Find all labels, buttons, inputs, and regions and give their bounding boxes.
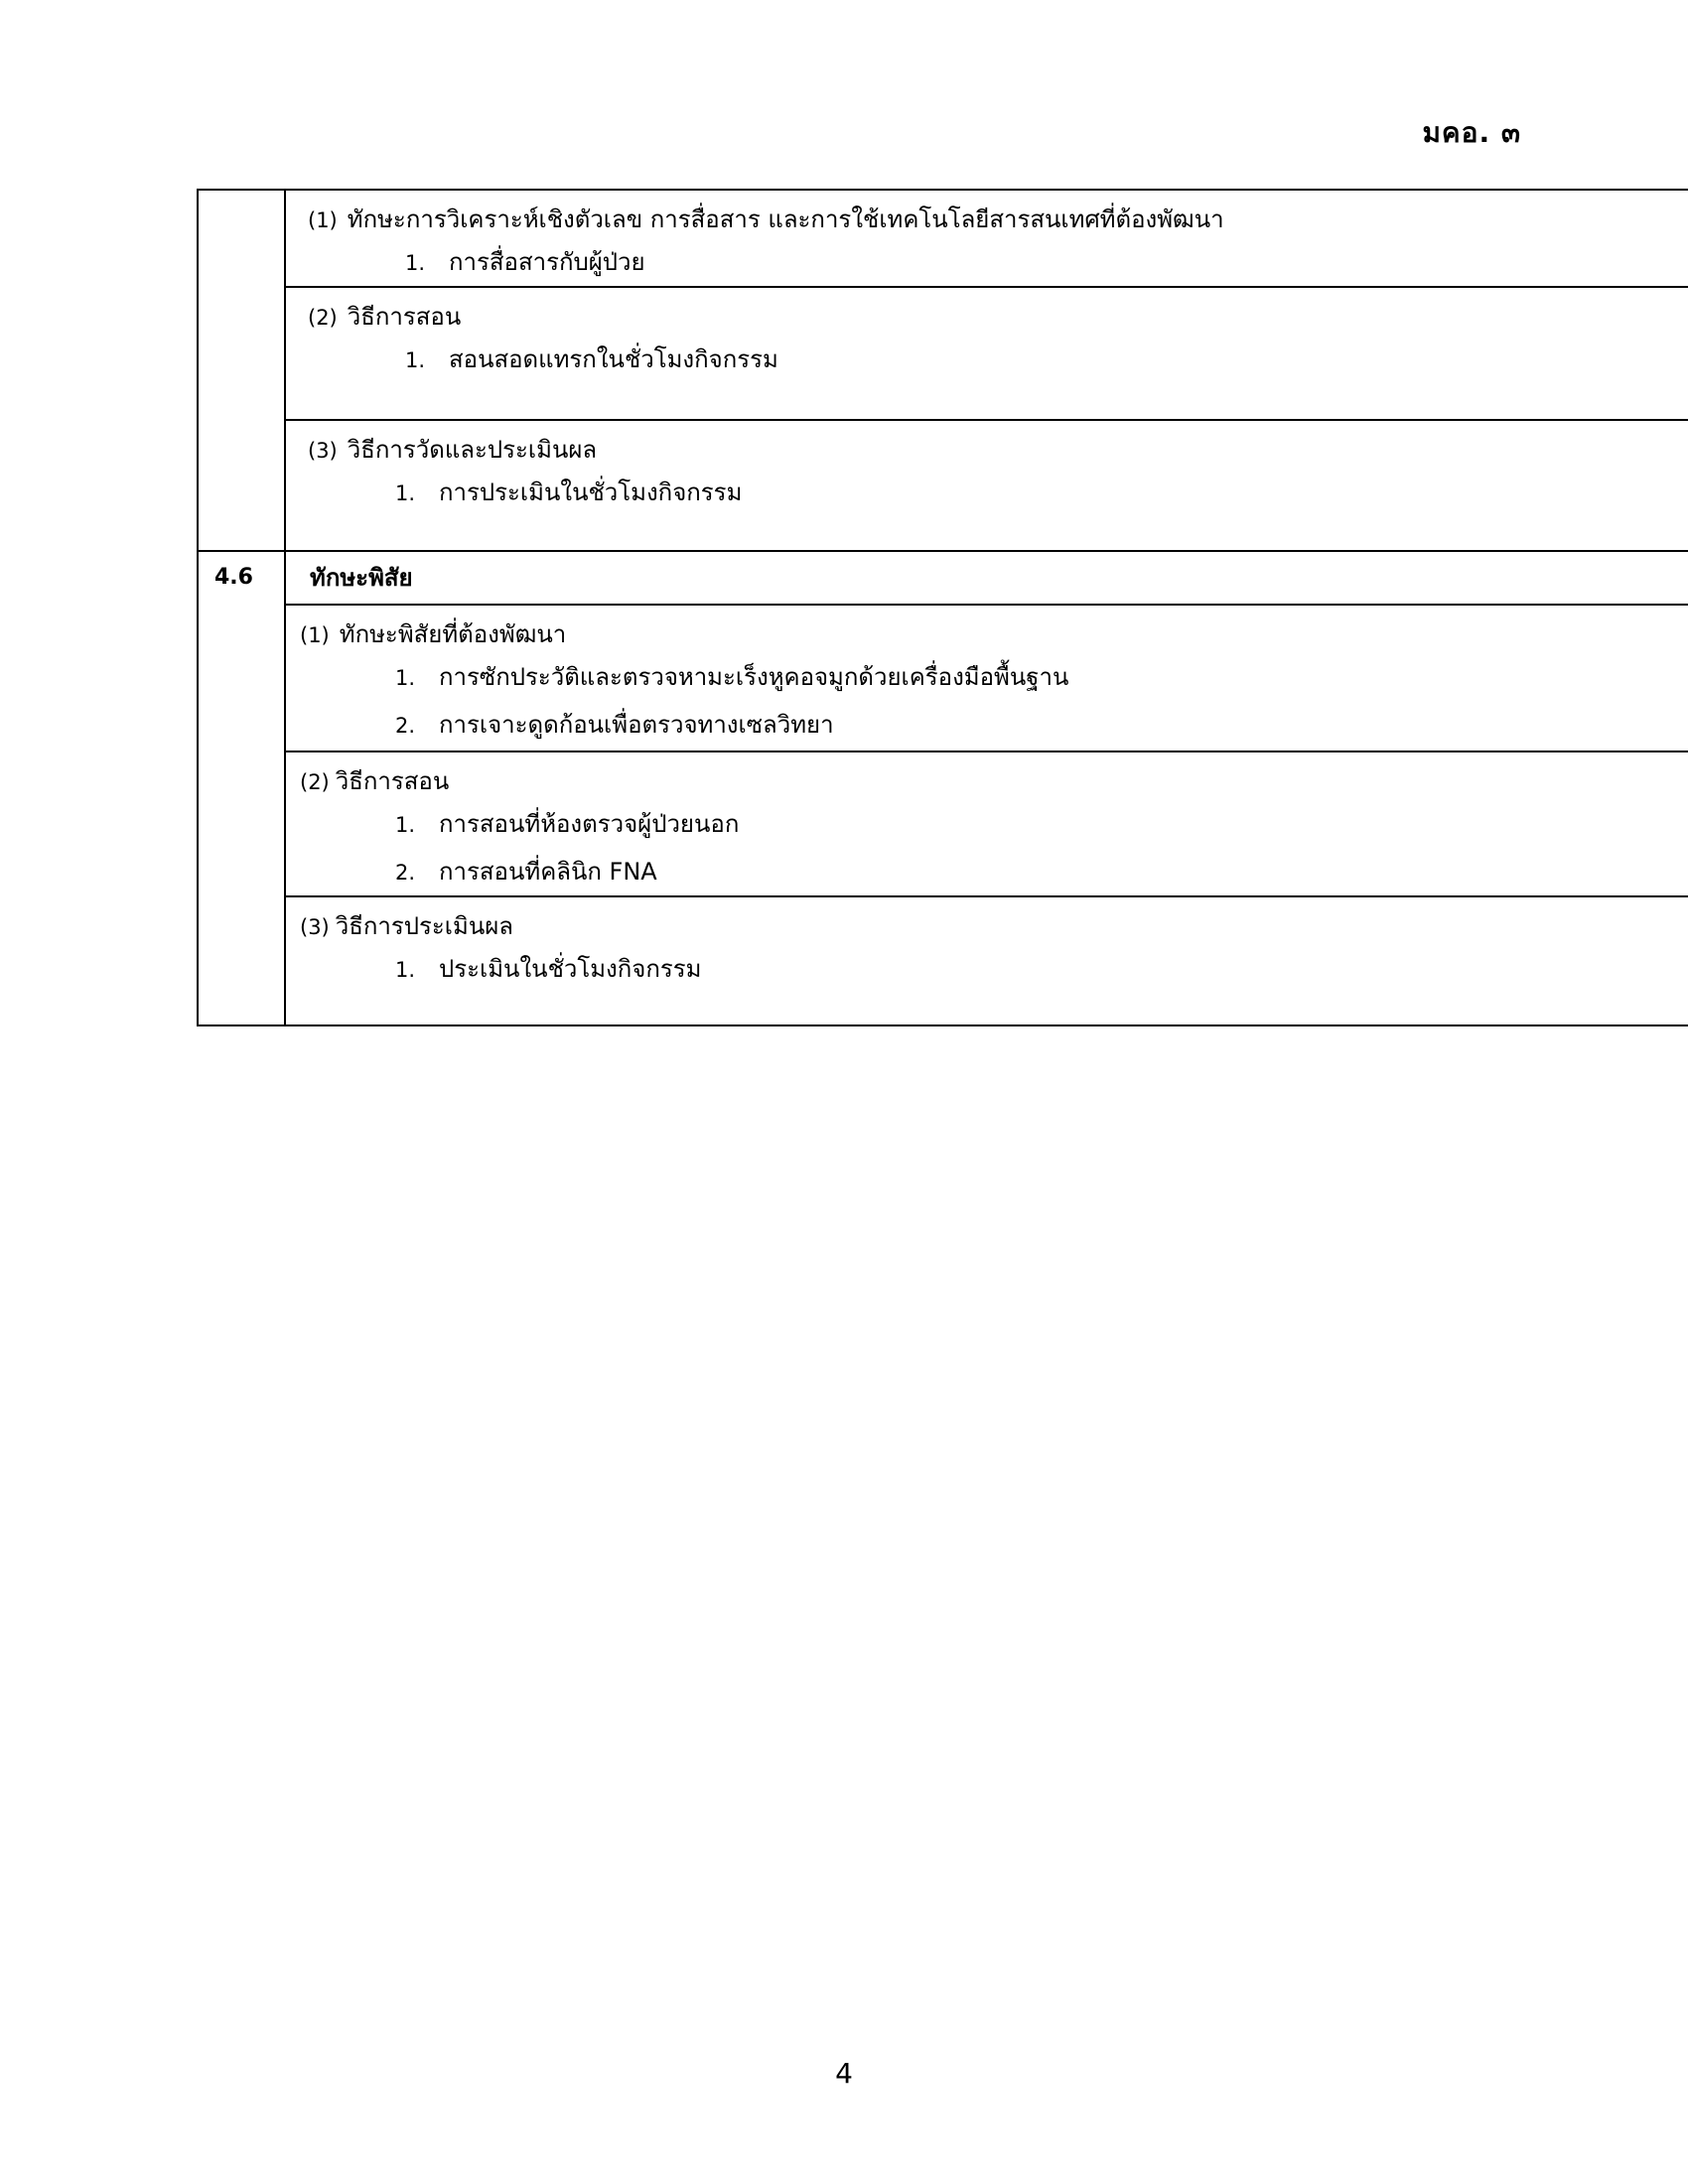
item-number: 1. [395,813,416,837]
item-text: สอนสอดแทรกในชั่วโมงกิจกรรม [449,345,778,373]
subsection-tag: (3) [308,439,338,463]
item-text: การสอนที่ห้องตรวจผู้ป่วยนอก [439,810,740,838]
subsection-tag: (3) [300,915,330,939]
document-code: มคอ. ๓ [1422,116,1521,149]
subsection-title-text: วิธีการวัดและประเมินผล [347,436,598,464]
subsection-tag: (2) [300,770,330,794]
subsection-title-text: ทักษะพิสัยที่ต้องพัฒนา [339,620,567,648]
list-item [300,701,1688,749]
subsection-title [300,762,1688,800]
subsection-skills [286,606,1688,751]
item-number: 2. [395,714,416,738]
subsection-title-text: ทักษะการวิเคราะห์เชิงตัวเลข การสื่อสาร และการใช้เทคโนโลยีสารสนเทศที่ต้องพัฒนา [347,205,1224,233]
subsection-tag: (1) [308,208,338,232]
list-item [308,336,1688,383]
item-number: 1. [395,481,416,505]
list-item [300,848,1688,895]
item-text: การประเมินในชั่วโมงกิจกรรม [439,478,743,506]
subsection-title [308,298,1688,336]
section-number-cell [199,191,286,550]
subsection-title-text: วิธีการสอน [347,303,462,331]
subsection-title [300,907,1688,945]
subsection-title-text: วิธีการสอน [335,767,450,795]
page-number: 4 [835,2057,853,2090]
list-item [300,800,1688,848]
subsection-tag: (2) [308,306,338,330]
section-content-cell [286,552,1688,1024]
item-number: 1. [405,251,426,275]
subsection-title-text: วิธีการประเมินผล [335,912,513,940]
subsection-title [308,431,1688,469]
subsection-evaluation [286,895,1688,1024]
item-text: ประเมินในชั่วโมงกิจกรรม [439,955,702,983]
subsection-skills [286,191,1688,286]
section-number-cell [199,552,286,1024]
section-number: 4.6 [214,565,253,590]
list-item [308,238,1688,286]
item-text: การสอนที่คลินิก FNA [439,858,657,886]
item-number: 1. [395,958,416,982]
subsection-title [308,201,1688,238]
section-content-cell [286,191,1688,550]
item-text: การเจาะดูดก้อนเพื่อตรวจทางเซลวิทยา [439,711,834,739]
subsection-evaluation [286,419,1688,550]
item-text: การซักประวัติและตรวจหามะเร็งหูคอจมูกด้วยเครื่องมือพื้นฐาน [439,663,1069,691]
item-number: 2. [395,861,416,885]
list-item [300,945,1688,993]
table-block [199,191,1688,550]
subsection-teaching-method [286,751,1688,895]
list-item [308,469,1688,516]
item-text: การสื่อสารกับผู้ป่วย [449,248,645,276]
subsection-tag: (1) [300,623,330,647]
section-heading: ทักษะพิสัย [286,552,1688,606]
subsection-title [300,615,1688,653]
subsection-teaching-method [286,286,1688,419]
item-number: 1. [395,666,416,690]
table-block [199,550,1688,1024]
item-number: 1. [405,348,426,372]
course-spec-table [197,189,1688,1026]
list-item [300,653,1688,701]
